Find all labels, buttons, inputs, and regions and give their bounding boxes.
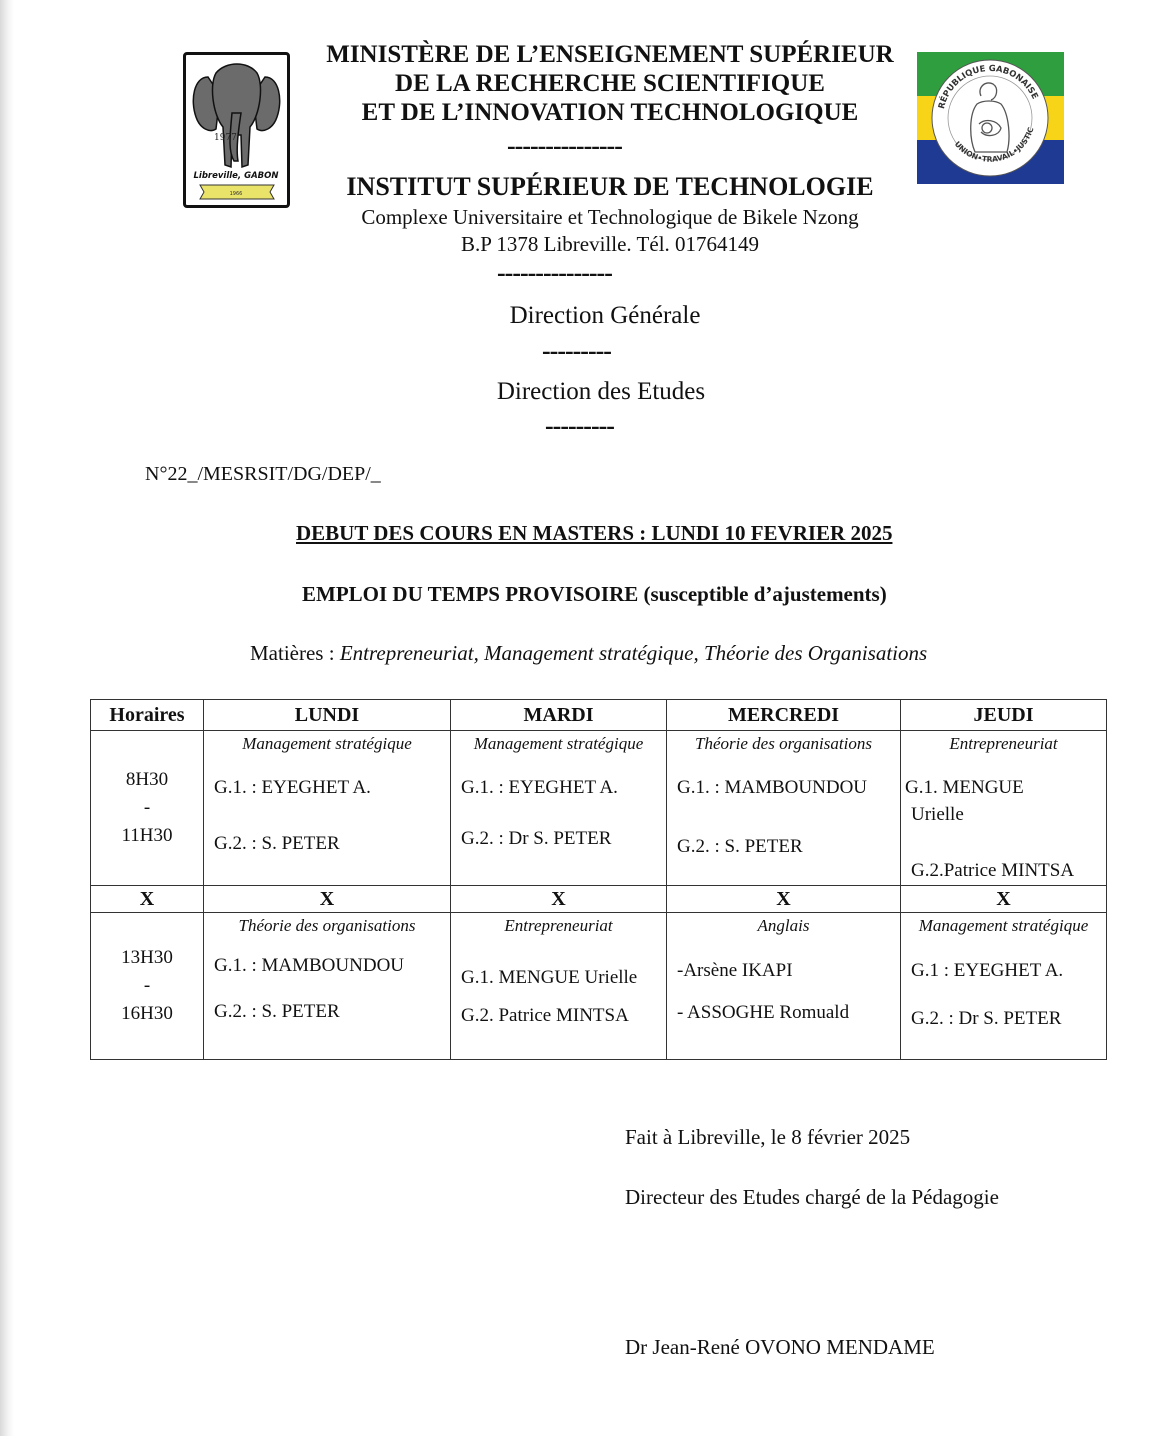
separator-3: --------- xyxy=(542,336,611,365)
course-subject: Management stratégique xyxy=(473,734,644,753)
institute-address xyxy=(300,204,920,258)
cell-mercredi-afternoon xyxy=(667,913,901,1060)
subjects-list: Entrepreneuriat, Management stratégique, Théorie des Organisations xyxy=(339,641,928,665)
timetable xyxy=(90,699,1107,1060)
group-2-teacher: G.2. : S. PETER xyxy=(214,1001,340,1022)
ministry-name xyxy=(300,40,920,127)
cell-jeudi-afternoon xyxy=(901,913,1107,1060)
group-1-teacher: G.1 : EYEGHET A. xyxy=(911,960,1064,981)
svg-text:1977: 1977 xyxy=(214,133,237,143)
svg-text:1966: 1966 xyxy=(229,191,243,197)
document-reference: N°22_/MESRSIT/DG/DEP/_ xyxy=(145,463,381,485)
table-row-break xyxy=(91,886,1107,913)
group-2-teacher: G.2. : S. PETER xyxy=(677,836,803,857)
group-1-teacher: G.1. MENGUE xyxy=(905,777,1024,798)
direction-etudes: Direction des Etudes xyxy=(496,378,706,405)
course-start-headline: DEBUT DES COURS EN MASTERS : LUNDI 10 FEVRIER 2025 xyxy=(296,521,893,545)
svg-text:RÉPUBLIQUE GABONAISE: RÉPUBLIQUE GABONAISE xyxy=(936,63,1040,110)
break-mark: X xyxy=(667,886,901,913)
svg-text:UNION•TRAVAIL•JUSTICE: UNION•TRAVAIL•JUSTIC xyxy=(952,126,1036,164)
separator-1: --------------- xyxy=(507,131,622,160)
ist-elephant-logo xyxy=(183,52,290,208)
group-2-teacher: - ASSOGHE Romuald xyxy=(677,1002,850,1023)
gabon-flag-seal xyxy=(917,52,1064,184)
signatory-name: Dr Jean-René OVONO MENDAME xyxy=(625,1335,935,1359)
subjects-label: Matières : xyxy=(250,641,340,665)
svg-text:Libreville, GABON: Libreville, GABON xyxy=(193,171,279,181)
course-subject: Entrepreneuriat xyxy=(949,734,1058,753)
group-1-teacher: G.1. : EYEGHET A. xyxy=(461,777,618,798)
group-1-teacher-firstname: Urielle xyxy=(911,804,964,825)
ministry-line-2: DE LA RECHERCHE SCIENTIFIQUE xyxy=(395,70,825,97)
separator-2: --------------- xyxy=(497,258,612,287)
cell-mardi-morning xyxy=(451,731,667,886)
break-mark: X xyxy=(204,886,451,913)
time-start: 13H30 xyxy=(121,947,173,968)
signatory-role: Directeur des Etudes chargé de la Pédagogie xyxy=(625,1185,999,1209)
time-dash: - xyxy=(143,975,151,996)
group-1-teacher: G.1. : EYEGHET A. xyxy=(214,777,371,798)
cell-lundi-afternoon xyxy=(204,913,451,1060)
time-dash: - xyxy=(143,797,151,818)
group-1-teacher: G.1. : MAMBOUNDOU xyxy=(214,955,405,976)
address-line-1: Complexe Universitaire et Technologique de Bikele Nzong xyxy=(361,205,859,229)
break-mark: X xyxy=(91,886,204,913)
header-horaires: Horaires xyxy=(91,700,204,731)
course-subject: Management stratégique xyxy=(918,916,1089,935)
cell-lundi-morning xyxy=(204,731,451,886)
table-row-morning xyxy=(91,731,1107,886)
cell-mercredi-morning xyxy=(667,731,901,886)
group-2-teacher: G.2. : Dr S. PETER xyxy=(911,1008,1062,1029)
course-subject: Entrepreneuriat xyxy=(504,916,613,935)
ministry-line-3: ET DE L’INNOVATION TECHNOLOGIQUE xyxy=(361,99,859,126)
time-slot-afternoon xyxy=(91,913,204,1060)
group-2-teacher: G.2. : S. PETER xyxy=(214,833,340,854)
place-and-date: Fait à Libreville, le 8 février 2025 xyxy=(625,1125,911,1149)
time-slot-morning xyxy=(91,731,204,886)
time-end: 16H30 xyxy=(121,1003,173,1024)
ministry-line-1: MINISTÈRE DE L’ENSEIGNEMENT SUPÉRIEUR xyxy=(326,41,894,68)
course-subject: Théorie des organisations xyxy=(238,916,416,935)
break-mark: X xyxy=(901,886,1107,913)
group-2-teacher: G.2.Patrice MINTSA xyxy=(911,860,1075,881)
header-lundi: LUNDI xyxy=(204,700,451,731)
header-mercredi: MERCREDI xyxy=(667,700,901,731)
page-edge-shadow xyxy=(0,0,14,1436)
timetable-header-row xyxy=(91,700,1107,731)
institute-name: INSTITUT SUPÉRIEUR DE TECHNOLOGIE xyxy=(346,172,874,201)
cell-jeudi-morning xyxy=(901,731,1107,886)
cell-mardi-afternoon xyxy=(451,913,667,1060)
course-subject: Théorie des organisations xyxy=(695,734,872,753)
time-end: 11H30 xyxy=(121,825,173,846)
separator-4: --------- xyxy=(545,411,614,440)
group-1-teacher: G.1. MENGUE Urielle xyxy=(461,967,638,988)
subjects-line xyxy=(250,641,927,666)
header-mardi: MARDI xyxy=(451,700,667,731)
group-1-teacher: G.1. : MAMBOUNDOU xyxy=(677,777,868,798)
break-mark: X xyxy=(451,886,667,913)
time-start: 8H30 xyxy=(125,769,169,790)
schedule-title: EMPLOI DU TEMPS PROVISOIRE (susceptible d’ajustements) xyxy=(302,582,887,606)
group-1-teacher: -Arsène IKAPI xyxy=(677,960,793,981)
course-subject: Management stratégique xyxy=(242,734,412,753)
address-line-2: B.P 1378 Libreville. Tél. 01764149 xyxy=(460,232,760,256)
group-2-teacher: G.2. Patrice MINTSA xyxy=(461,1005,629,1026)
header-jeudi: JEUDI xyxy=(901,700,1107,731)
direction-generale: Direction Générale xyxy=(509,302,701,329)
table-row-afternoon xyxy=(91,913,1107,1060)
course-subject: Anglais xyxy=(757,916,810,935)
group-2-teacher: G.2. : Dr S. PETER xyxy=(461,828,612,849)
